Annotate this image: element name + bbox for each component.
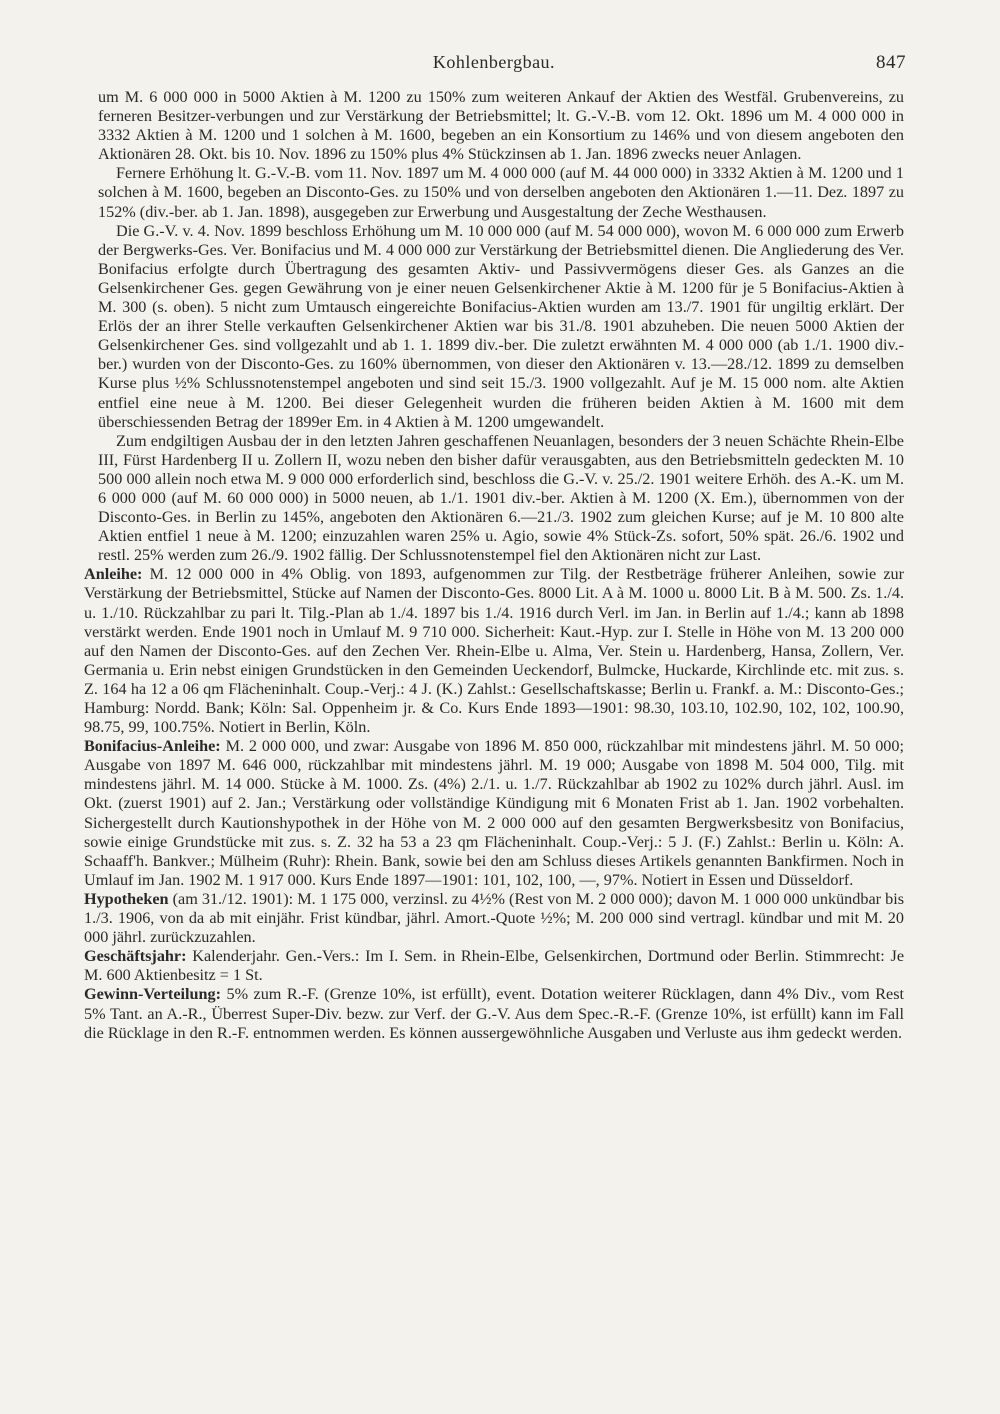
entry-hypotheken bbox=[84, 890, 904, 947]
entry-geschaeftsjahr bbox=[84, 947, 904, 985]
page-number: 847 bbox=[876, 52, 906, 73]
entry-text: 5% zum R.-F. (Grenze 10%, ist erfüllt), event. Dotation weiterer Rücklagen, dann 4% Div., vom Rest 5% Tant. an A.-R., Überrest Super-Div. bezw. zur Verf. der G.-V. Aus dem Spec.-R.-F. (Grenze 10%, ist erfüllt) kann im Fall die Rücklage in den R.-F. entnommen werden. Es können aussergewöhnliche Ausgaben und Verluste aus ihm gedeckt werden. bbox=[84, 985, 904, 1042]
entry-anleihe bbox=[84, 565, 904, 737]
entry-gewinn-verteilung bbox=[84, 985, 904, 1042]
body-text bbox=[84, 88, 904, 1043]
paragraph: Die G.-V. v. 4. Nov. 1899 beschloss Erhöhung um M. 10 000 000 (auf M. 54 000 000), wovon M. 6 000 000 zum Erwerb der Bergwerks-Ges. Ver. Bonifacius und M. 4 000 000 zur Verstärkung der Betriebsmittel dienen. Die Angliederung des Ver. Bonifacius erfolgte durch Übertragung des gesamten Aktiv- und Passivvermögens dieser Ges. als Ganzes an die Gelsenkirchener Ges. gegen Gewährung von je einer neuen Gelsenkirchener Aktie à M. 1200 für je 5 Bonifacius-Aktien à M. 300 (s. oben). 5 nicht zum Umtausch eingereichte Bonifacius-Aktien wurden am 13./7. 1901 für ungiltig erklärt. Der Erlös der an ihrer Stelle verkauften Gelsenkirchener Aktien war bis 31./8. 1901 abzuheben. Die neuen 5000 Aktien der Gelsenkirchener Ges. sind vollgezahlt und ab 1. 1. 1899 div.-ber. Die zuletzt erwähnten M. 4 000 000 (ab 1./1. 1900 div.-ber.) wurden von der Disconto-Ges. zu 160% übernommen, von dieser den Aktionären v. 13.—28./12. 1899 zu demselben Kurse plus ½% Schlussnotenstempel angeboten und sind seit 15./3. 1900 vollgezahlt. Auf je M. 15 000 nom. alte Aktien entfiel eine neue à M. 1200. Bei dieser Gelegenheit wurden die früheren beiden Aktien à M. 1600 mit dem überschiessenden Betrag der 1899er Em. in 4 Aktien à M. 1200 umgewandelt. bbox=[98, 221, 904, 431]
entry-text: (am 31./12. 1901): M. 1 175 000, verzinsl. zu 4½% (Rest von M. 2 000 000); davon M. 1 000 000 unkündbar bis 1./3. 1906, von da ab mit einjähr. Frist kündbar, jährl. Amort.-Quote ½%; M. 200 000 sind vertragl. kündbar und mit M. 20 000 jährl. zurückzuzahlen. bbox=[84, 889, 904, 947]
entry-bonifacius-anleihe bbox=[84, 737, 904, 890]
paragraph: Fernere Erhöhung lt. G.-V.-B. vom 11. Nov. 1897 um M. 4 000 000 (auf M. 44 000 000) in 3332 Aktien à M. 1200 und 1 solchen à M. 1600, begeben an Disconto-Ges. zu 150% und von derselben angeboten den Aktionären 1.—11. Dez. 1897 zu 152% (div.-ber. ab 1. Jan. 1898), ausgegeben zur Erwerbung und Ausgestaltung der Zeche Westhausen. bbox=[98, 164, 904, 221]
paragraph: um M. 6 000 000 in 5000 Aktien à M. 1200 zu 150% zum weiteren Ankauf der Aktien des Westfäl. Grubenvereins, zu ferneren Besitzer-verbungen und zur Verstärkung der Betriebsmittel; lt. G.-V.-B. vom 12. Okt. 1896 um M. 4 000 000 in 3332 Aktien à M. 1200 und 1 solchen à M. 1600, begeben an ein Konsortium zu 146% und von diesem angeboten den Aktionären 28. Okt. bis 10. Nov. 1896 zu 150% plus 4% Stückzinsen ab 1. Jan. 1896 zwecks neuer Anlagen. bbox=[98, 88, 904, 164]
capital-history-section bbox=[84, 88, 904, 565]
running-head bbox=[84, 48, 904, 88]
entry-heading: Gewinn-Verteilung: bbox=[84, 985, 227, 1004]
entry-heading: Hypotheken bbox=[84, 889, 173, 908]
entry-heading: Anleihe: bbox=[84, 565, 150, 584]
entry-heading: Geschäftsjahr: bbox=[84, 947, 193, 966]
paragraph: Zum endgiltigen Ausbau der in den letzten Jahren geschaffenen Neuanlagen, besonders der 3 neuen Schächte Rhein-Elbe III, Fürst Hardenberg II u. Zollern II, wozu neben den bisher dafür verausgabten, aus den Betriebsmitteln gedeckten M. 10 500 000 allein noch etwa M. 9 000 000 erforderlich sind, beschloss die G.-V. v. 25./2. 1901 weitere Erhöh. des A.-K. um M. 6 000 000 (auf M. 60 000 000) in 5000 neuen, ab 1./1. 1901 div.-ber. Aktien à M. 1200 (X. Em.), übernommen von der Disconto-Ges. in Berlin zu 145%, angeboten den Aktionären 6.—21./3. 1902 zum gleichen Kurse; auf je M. 10 800 alte Aktien entfiel 1 neue à M. 1200; einzuzahlen waren 25% u. Agio, sowie 4% Stück-Zs. sofort, 50% spät. 26./6. 1902 und restl. 25% werden zum 26./9. 1902 fällig. Der Schlussnotenstempel fiel den Aktionären nicht zur Last. bbox=[98, 431, 904, 565]
entry-text: M. 12 000 000 in 4% Oblig. von 1893, aufgenommen zur Tilg. der Restbeträge früherer Anleihen, sowie zur Verstärkung der Betriebsmittel, Stücke auf Namen der Disconto-Ges. 8000 Lit. A à M. 1000 u. 8000 Lit. B à M. 500. Zs. 1./4. u. 1./10. Rückzahlbar zu pari lt. Tilg.-Plan ab 1./4. 1897 bis 1./4. 1916 durch Verl. im Jan. in Berlin auf 1./4.; kann ab 1898 verstärkt werden. Ende 1901 noch in Umlauf M. 9 710 000. Sicherheit: Kaut.-Hyp. zur I. Stelle in Höhe von M. 13 200 000 auf den Namen der Disconto-Ges. auf den Zechen Ver. Rhein-Elbe u. Alma, Ver. Stein u. Hardenberg, Hansa, Zollern, Ver. Germania u. Erin nebst einigen Grundstücken in den Gemeinden Ueckendorf, Bulmcke, Huckarde, Kirchlinde etc. mit zus. s. Z. 164 ha 12 a 06 qm Flächeninhalt. Coup.-Verj.: 4 J. (K.) Zahlst.: Gesellschaftskasse; Berlin u. Frankf. a. M.: Disconto-Ges.; Hamburg: Nordd. Bank; Köln: Sal. Oppenheim jr. & Co. Kurs Ende 1893—1901: 98.30, 103.10, 102.90, 102, 102, 100.90, 98.75, 99, 100.75%. Notiert in Berlin, Köln. bbox=[84, 565, 905, 737]
entry-text: Kalenderjahr. Gen.-Vers.: Im I. Sem. in Rhein-Elbe, Gelsenkirchen, Dortmund oder Berlin. Stimmrecht: Je M. 600 Aktienbesitz = 1 St. bbox=[84, 947, 905, 985]
entry-heading: Bonifacius-Anleihe: bbox=[84, 737, 226, 756]
running-title: Kohlenbergbau. bbox=[432, 52, 556, 72]
entry-text: M. 2 000 000, und zwar: Ausgabe von 1896 M. 850 000, rückzahlbar mit mindestens jährl. M. 50 000; Ausgabe von 1897 M. 646 000, rückzahlbar mit mindestens jährl. M. 19 000; Ausgabe von 1898 M. 504 000, Tilg. mit mindestens jährl. M. 14 000. Stücke à M. 1000. Zs. (4%) 2./1. u. 1./7. Rückzahlbar ab 1902 zu 102% durch jährl. Ausl. im Okt. (zuerst 1901) auf 2. Jan.; Verstärkung oder vollständige Kündigung mit 6 Monaten Frist ab 1. Jan. 1902 vorbehalten. Sichergestellt durch Kautionshypothek in der Höhe von M. 2 000 000 auf den gesamten Bergwerksbesitz von Bonifacius, sowie einige Grundstücke mit zus. s. Z. 32 ha 53 a 23 qm Flächeninhalt. Coup.-Verj.: 5 J. (F.) Zahlst.: Berlin u. Köln: A. Schaaff'h. Bankver.; Mülheim (Ruhr): Rhein. Bank, sowie bei den am Schluss dieses Artikels genannten Bankfirmen. Noch in Umlauf im Jan. 1902 M. 1 917 000. Kurs Ende 1897—1901: 101, 102, 100, —, 97%. Notiert in Essen und Düsseldorf. bbox=[84, 737, 904, 889]
